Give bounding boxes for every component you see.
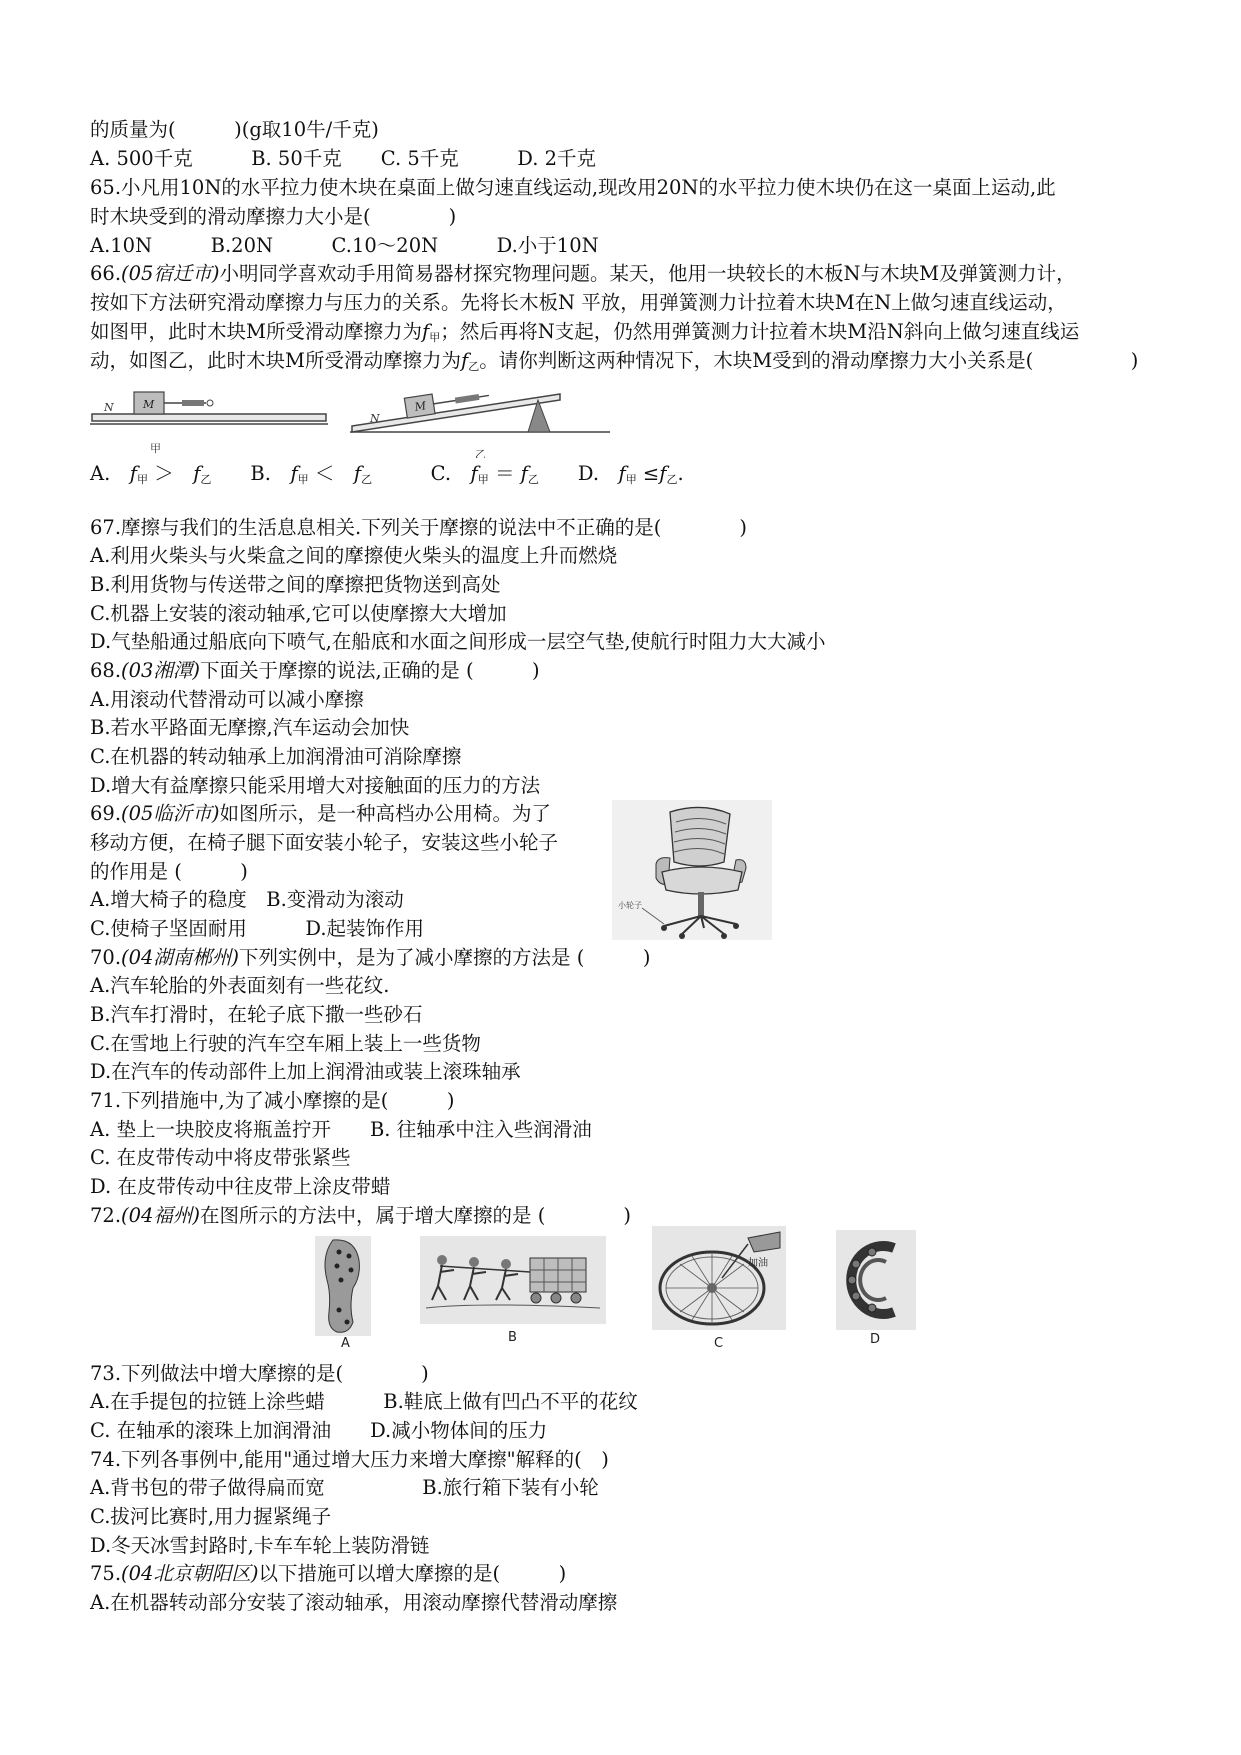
friction-subscript: 甲 <box>625 473 637 486</box>
spring-scale-hook <box>207 400 213 406</box>
office-chair-figure <box>612 800 772 940</box>
friction-symbol: f <box>353 462 362 485</box>
figure-caption-yi: 乙 <box>475 448 486 458</box>
q67-option-d: D.气垫船通过船底向下喷气,在船底和水面之间形成一层空气垫,使航行时阻力大大减小 <box>90 630 826 653</box>
relation: ＜ <box>308 462 354 485</box>
block-label: M <box>413 399 427 414</box>
q74-option-d: D.冬天冰雪封路时,卡车车轮上装防滑链 <box>90 1534 430 1557</box>
q66-number: 66. <box>90 262 122 285</box>
friction-subscript: 甲 <box>429 331 441 344</box>
roller <box>551 1293 561 1303</box>
q74-stem: 74.下列各事例中,能用"通过增大压力来增大摩擦"解释的( ) <box>90 1448 609 1471</box>
wheel-hub <box>707 1283 717 1293</box>
q75-stem <box>90 1562 566 1586</box>
friction-subscript: 甲 <box>297 473 309 486</box>
friction-subscript: 乙 <box>200 473 212 486</box>
q72-figure-d-ball-bearing <box>836 1230 916 1330</box>
q72-label-d: D <box>870 1332 881 1347</box>
q71-option-d: D. 在皮带传动中往皮带上涂皮带蜡 <box>90 1175 391 1198</box>
q66-stem-3 <box>90 320 1079 350</box>
q70-text: 下列实例中，是为了减小摩擦的方法是 ( ) <box>239 946 651 969</box>
chair-wheel <box>721 933 727 939</box>
q66-source: (05宿迁市) <box>121 262 220 285</box>
friction-subscript: 乙 <box>361 473 373 486</box>
q72-source: (04福州) <box>121 1204 201 1227</box>
q69-stem-3: 的作用是 ( ) <box>90 860 248 883</box>
q72-number: 72. <box>90 1204 122 1227</box>
spike <box>347 1254 352 1259</box>
q68-number: 68. <box>90 659 122 682</box>
spring-scale-body <box>455 394 480 404</box>
q70-stem <box>90 946 650 970</box>
chair-wheel <box>679 933 685 939</box>
q70-number: 70. <box>90 946 122 969</box>
worker-head <box>469 1257 479 1267</box>
board-flat <box>92 414 326 421</box>
friction-symbol: f <box>470 462 478 485</box>
friction-symbol: f <box>659 462 667 485</box>
friction-symbol: f <box>460 349 469 372</box>
q65-stem-2: 时木块受到的滑动摩擦力大小是( ) <box>90 205 457 228</box>
roller <box>531 1293 541 1303</box>
q72-figure-a-spiked-sole <box>315 1236 371 1336</box>
q68-source: (03湘潭) <box>121 659 201 682</box>
q68-option-b: B.若水平路面无摩擦,汽车运动会加快 <box>90 716 410 739</box>
chair-wheel <box>733 923 739 929</box>
q66-stem-4 <box>90 349 1138 379</box>
q66-text: 。请你判断这两种情况下，木块M受到的滑动摩擦力大小关系是( ) <box>479 349 1139 372</box>
figure-caption-jia: 甲 <box>150 442 161 455</box>
q66-stem-1 <box>90 262 1076 286</box>
q75-number: 75. <box>90 1562 122 1585</box>
q72-text: 在图所示的方法中，属于增大摩擦的是 ( ) <box>200 1204 631 1227</box>
q69-stem-1 <box>90 802 551 826</box>
spike <box>339 1278 344 1283</box>
q66-text: ；然后再将N支起，仍然用弹簧测力计拉着木块M沿N斜向上做匀速直线运 <box>440 320 1080 343</box>
q66-text: 如图甲，此时木块M所受滑动摩擦力为 <box>90 320 422 343</box>
q68-option-a: A.用滚动代替滑动可以减小摩擦 <box>90 688 364 711</box>
wheel-label: 小轮子 <box>618 901 642 910</box>
block-label: M <box>143 398 155 411</box>
q64-text-tail: 的质量为( )(g取10牛/千克) <box>90 118 379 141</box>
chair-wheel <box>661 925 667 931</box>
q68-text: 下面关于摩擦的说法,正确的是 ( ) <box>200 659 540 682</box>
friction-subscript: 乙 <box>666 473 678 486</box>
q72-label-c: C <box>714 1336 724 1351</box>
q70-option-c: C.在雪地上行驶的汽车空车厢上装上一些货物 <box>90 1032 481 1055</box>
friction-symbol: f <box>129 462 137 485</box>
friction-symbol: f <box>290 462 298 485</box>
friction-symbol: f <box>421 320 430 343</box>
bearing-ball <box>852 1260 860 1268</box>
bearing-ball <box>852 1292 860 1300</box>
q67-option-c: C.机器上安装的滚动轴承,它可以使摩擦大大增加 <box>90 602 507 625</box>
q68-option-d: D.增大有益摩擦只能采用增大对接触面的压力的方法 <box>90 774 541 797</box>
oil-label: 加油 <box>748 1258 768 1269</box>
q73-options-cd: C. 在轴承的滚珠上加润滑油 D.减小物体间的压力 <box>90 1419 548 1442</box>
q69-number: 69. <box>90 802 122 825</box>
chair-column <box>698 892 704 916</box>
q70-option-d: D.在汽车的传动部件上加上润滑油或装上滚珠轴承 <box>90 1060 521 1083</box>
q75-source: (04北京朝阳区) <box>121 1562 259 1585</box>
q72-stem <box>90 1204 631 1228</box>
q72-label-a: A <box>341 1336 350 1351</box>
q71-stem: 71.下列措施中,为了减小摩擦的是( ) <box>90 1089 455 1112</box>
spring-scale-body <box>182 400 204 406</box>
q65-options: A.10N B.20N C.10～20N D.小于10N <box>90 234 599 257</box>
q70-option-a: A.汽车轮胎的外表面刻有一些花纹. <box>90 974 390 997</box>
spike <box>337 1308 342 1313</box>
friction-subscript: 乙 <box>468 360 480 373</box>
q75-option-a: A.在机器转动部分安装了滚动轴承，用滚动摩擦代替滑动摩擦 <box>90 1591 618 1614</box>
option-c: C. <box>372 462 471 485</box>
q69-text: 如图所示，是一种高档办公用椅。为了 <box>219 802 552 825</box>
q75-text: 以下措施可以增大摩擦的是( ) <box>258 1562 567 1585</box>
q67-option-b: B.利用货物与传送带之间的摩擦把货物送到高处 <box>90 573 501 596</box>
q68-stem <box>90 659 540 683</box>
q67-stem: 67.摩擦与我们的生活息息相关.下列关于摩擦的说法中不正确的是( ) <box>90 516 747 539</box>
board-label: N <box>104 401 114 414</box>
relation: ≤ <box>636 462 660 485</box>
worker-head <box>437 1255 447 1265</box>
q65-stem-1: 65.小凡用10N的水平拉力使木块在桌面上做匀速直线运动,现改用20N的水平拉力使木块仍在这一桌面上运动,此 <box>90 176 1056 199</box>
q71-options-ab: A. 垫上一块胶皮将瓶盖拧开 B. 往轴承中注入些润滑油 <box>90 1118 592 1141</box>
q71-option-c: C. 在皮带传动中将皮带张紧些 <box>90 1146 351 1169</box>
friction-subscript: 甲 <box>137 473 148 486</box>
q69-source: (05临沂市) <box>121 802 220 825</box>
chair-seat <box>662 867 742 894</box>
bearing-ball <box>868 1248 876 1256</box>
q72-label-b: B <box>508 1330 517 1345</box>
q73-stem: 73.下列做法中增大摩擦的是( ) <box>90 1362 429 1385</box>
q66-text: 小明同学喜欢动手用简易器材探究物理问题。某天，他用一块较长的木板N与木块M及弹簧测力计， <box>219 262 1076 285</box>
friction-symbol: f <box>618 462 626 485</box>
spike <box>337 1250 342 1255</box>
q66-figure <box>90 378 610 458</box>
q73-options-ab: A.在手提包的拉链上涂些蜡 B.鞋底上做有凹凸不平的花纹 <box>90 1390 638 1413</box>
roller <box>571 1293 581 1303</box>
q64-options: A. 500千克 B. 50千克 C. 5千克 D. 2千克 <box>90 147 597 170</box>
spike <box>349 1268 354 1273</box>
q72-figure-c-oiling-wheel <box>652 1226 786 1330</box>
board-label: N <box>370 412 380 425</box>
friction-subscript: 甲 <box>477 473 489 486</box>
q66-stem-2: 按如下方法研究滑动摩擦力与压力的关系。先将长木板N 平放，用弹簧测力计拉着木块M在N上做匀速直线运动， <box>90 291 1067 314</box>
q69-options-cd: C.使椅子坚固耐用 D.起装饰作用 <box>90 917 425 940</box>
chair-backrest <box>670 807 730 866</box>
relation: ＝ <box>488 462 521 485</box>
q74-options-ab: A.背书包的带子做得扁而宽 B.旅行箱下装有小轮 <box>90 1476 599 1499</box>
worker-head <box>501 1259 511 1269</box>
option-d: D. <box>538 462 619 485</box>
relation: ＞ <box>148 462 194 485</box>
friction-subscript: 乙 <box>527 473 539 486</box>
q70-source: (04湖南郴州) <box>121 946 240 969</box>
spike <box>335 1264 340 1269</box>
bearing-ball <box>848 1276 856 1284</box>
option-a: A. <box>90 462 130 485</box>
q66-text: 动，如图乙，此时木块M所受滑动摩擦力为 <box>90 349 461 372</box>
option-b: B. <box>211 462 291 485</box>
q74-option-c: C.拔河比赛时,用力握紧绳子 <box>90 1505 332 1528</box>
bearing-ball <box>868 1304 876 1312</box>
q69-options-ab: A.增大椅子的稳度 B.变滑动为滚动 <box>90 888 404 911</box>
q72-figure-b-rollers <box>420 1236 606 1324</box>
q68-option-c: C.在机器的转动轴承上加润滑油可消除摩擦 <box>90 745 462 768</box>
q70-option-b: B.汽车打滑时，在轮子底下撒一些砂石 <box>90 1003 423 1026</box>
q66-options <box>90 462 684 492</box>
friction-symbol: f <box>193 462 201 485</box>
q67-option-a: A.利用火柴头与火柴盒之间的摩擦使火柴头的温度上升而燃烧 <box>90 544 618 567</box>
period: . <box>677 462 684 485</box>
spike <box>345 1320 350 1325</box>
friction-symbol: f <box>520 462 528 485</box>
q69-stem-2: 移动方便，在椅子腿下面安装小轮子，安装这些小轮子 <box>90 831 559 854</box>
